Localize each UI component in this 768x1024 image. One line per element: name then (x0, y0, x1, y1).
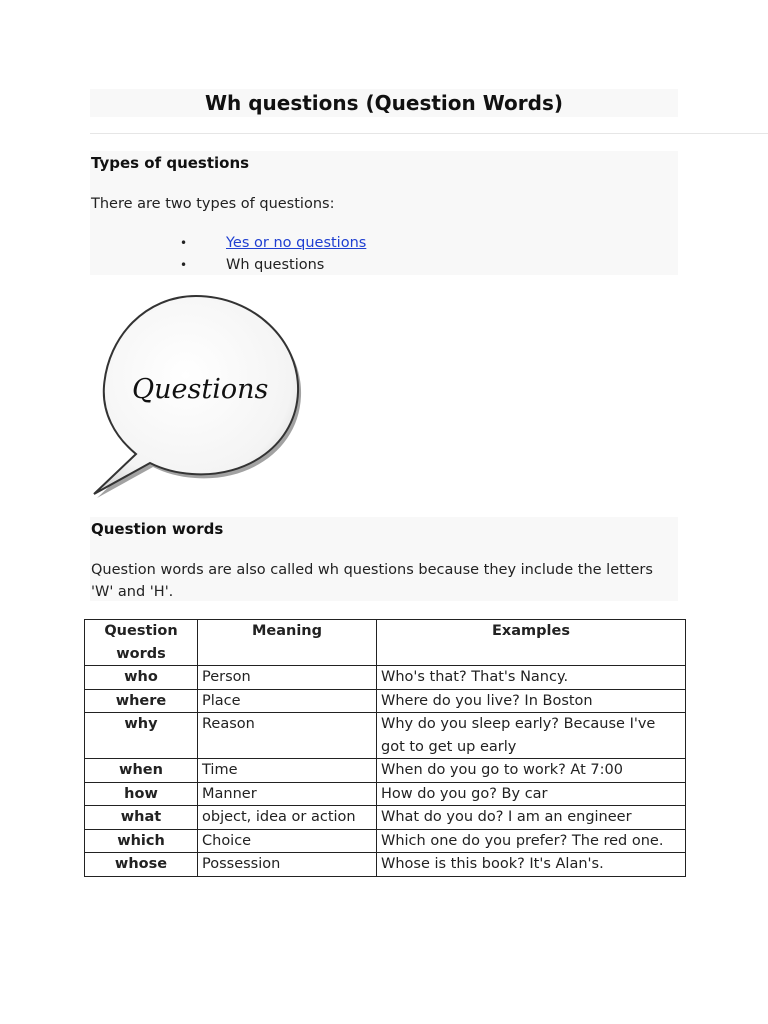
table-row (85, 806, 686, 830)
question-word-cell: how (85, 782, 198, 806)
yes-no-questions-link[interactable]: Yes or no questions (226, 235, 367, 251)
example-cell: When do you go to work? At 7:00 (377, 759, 686, 783)
question-word-cell: what (85, 806, 198, 830)
meaning-cell: Manner (198, 782, 377, 806)
column-header-meaning: Meaning (198, 620, 377, 666)
meaning-cell: Reason (198, 713, 377, 759)
question-words-heading: Question words (91, 520, 224, 538)
table-header-row (85, 620, 686, 666)
question-word-cell: whose (85, 853, 198, 877)
meaning-cell: Person (198, 666, 377, 690)
question-word-cell: when (85, 759, 198, 783)
table-row (85, 689, 686, 713)
page-title: Wh questions (Question Words) (204, 91, 564, 115)
example-cell: How do you go? By car (377, 782, 686, 806)
types-heading: Types of questions (91, 154, 250, 172)
meaning-cell: Time (198, 759, 377, 783)
question-word-cell: where (85, 689, 198, 713)
wh-questions-item: Wh questions (226, 257, 325, 273)
example-cell: Who's that? That's Nancy. (377, 666, 686, 690)
table-row (85, 666, 686, 690)
meaning-cell: Possession (198, 853, 377, 877)
example-cell: What do you do? I am an engineer (377, 806, 686, 830)
question-word-cell: why (85, 713, 198, 759)
table-row (85, 713, 686, 759)
example-cell: Why do you sleep early? Because I've got to get up early (377, 713, 686, 759)
meaning-cell: Choice (198, 829, 377, 853)
column-header-examples: Examples (377, 620, 686, 666)
example-cell: Whose is this book? It's Alan's. (377, 853, 686, 877)
meaning-cell: Place (198, 689, 377, 713)
example-cell: Where do you live? In Boston (377, 689, 686, 713)
speech-bubble-icon (88, 288, 303, 498)
bullet-icon: • (180, 236, 188, 250)
question-words-intro: Question words are also called wh questions because they include the letters 'W' and 'H'. (91, 562, 653, 600)
question-word-cell: who (85, 666, 198, 690)
table-row (85, 853, 686, 877)
bubble-text: Questions (132, 374, 269, 405)
table-row (85, 759, 686, 783)
bullet-icon: • (180, 258, 188, 272)
table-row (85, 829, 686, 853)
column-header-question-words: Question words (85, 620, 198, 666)
title-band (90, 89, 678, 117)
questions-speech-bubble-image (88, 288, 303, 498)
types-intro: There are two types of questions: (91, 196, 335, 212)
table-row (85, 782, 686, 806)
question-words-table (84, 619, 686, 877)
meaning-cell: object, idea or action (198, 806, 377, 830)
example-cell: Which one do you prefer? The red one. (377, 829, 686, 853)
title-divider (90, 133, 768, 134)
question-word-cell: which (85, 829, 198, 853)
